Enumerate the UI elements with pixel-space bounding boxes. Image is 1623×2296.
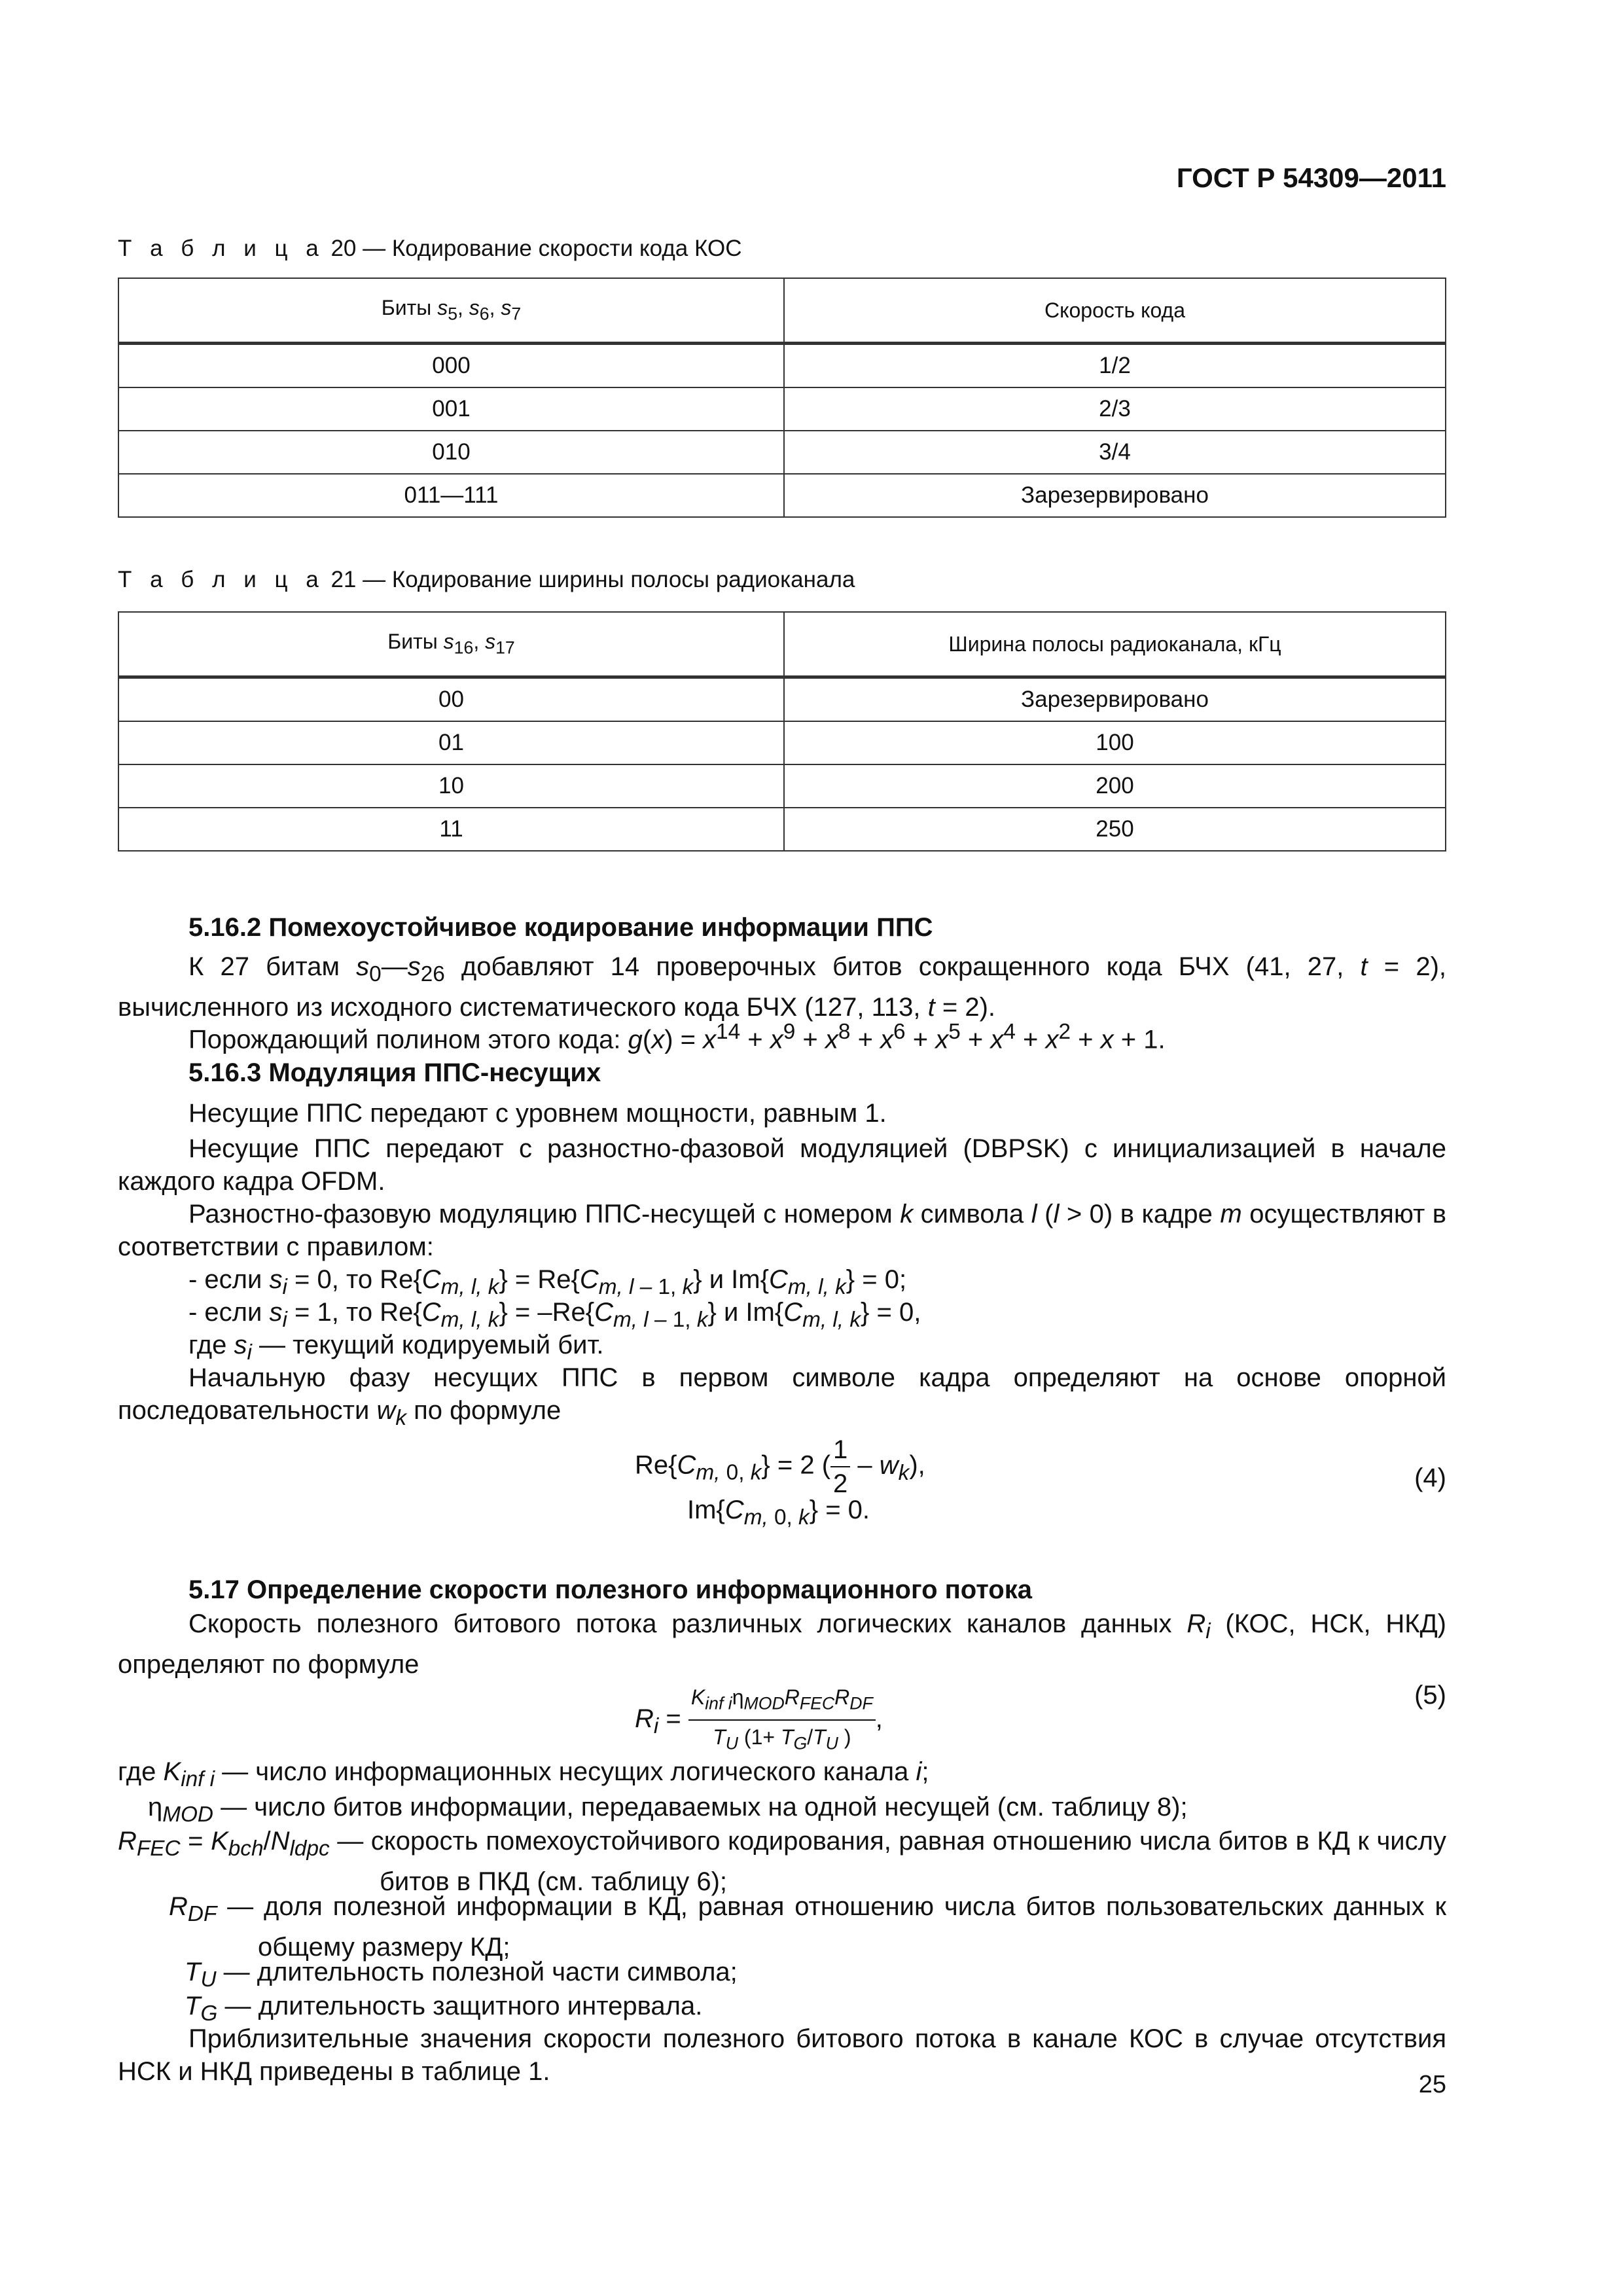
table-cell: 011—111 — [118, 474, 784, 517]
section-5-16-3-paragraph-4: Начальную фазу несущих ППС в первом символе кадра определяют на основе опорной последовательности $w_k$ по формуле — [118, 1363, 1446, 1430]
section-5-16-3-paragraph-2: Несущие ППС передают с разностно-фазовой модуляцией (DBPSK) с инициализацией в начале каждого кадра OFDM. — [118, 1134, 1446, 1196]
formula-5-number: (5) — [1414, 1681, 1446, 1710]
table20-header-row — [118, 278, 1446, 344]
table-cell: Зарезервировано — [784, 677, 1446, 722]
definition-tg: $T_G$ — длительность защитного интервала. — [185, 1992, 703, 2026]
table-21 — [118, 611, 1446, 852]
table-row — [118, 677, 1446, 722]
table-cell: 010 — [118, 431, 784, 474]
table-cell: 200 — [784, 764, 1446, 808]
table-row — [118, 344, 1446, 388]
definition-rdf: $R_{DF}$ — доля полезной информации в КД, равная отношению числа битов пользовательских данных к общему размеру КД; — [169, 1892, 1446, 1962]
table-cell: 250 — [784, 808, 1446, 851]
standard-header: ГОСТ Р 54309—2011 — [1176, 162, 1446, 193]
rule-bullet-2: - если $s_i = 1$, то $Re\{C_{m, l, k}\} = -Re\{C_{m, l - 1, k}\}$ и $Im\{C_{m, l, k}\} = 0$, — [188, 1298, 921, 1332]
table21-caption-word: Т а б л и ц а — [118, 567, 325, 592]
table21-col1-header: Биты $s_{16}$, $s_{17}$ — [118, 612, 784, 677]
table-row — [118, 808, 1446, 851]
table20-caption-text: 20 — Кодирование скорости кода КОС — [330, 236, 742, 261]
table20-col1-header: Биты $s_5$, $s_6$, $s_7$ — [118, 278, 784, 344]
section-5-16-3-paragraph-1: Несущие ППС передают с уровнем мощности, равным 1. — [188, 1099, 887, 1128]
table-row — [118, 721, 1446, 764]
table-cell: 11 — [118, 808, 784, 851]
table-20 — [118, 278, 1446, 518]
table-cell: 3/4 — [784, 431, 1446, 474]
definition-kinf: где $K_{inf i}$ — число информационных несущих логического канала i; — [118, 1757, 929, 1791]
section-5-16-2-paragraph-2: Порождающий полином этого кода: $g(x) = x^{14} + x^9 + x^8 + x^6 + x^5 + x^4 + x^2 + x + 1$. — [188, 1020, 1166, 1054]
table20-caption — [118, 236, 742, 262]
section-5-16-3-title: 5.16.3 Модуляция ППС-несущих — [188, 1058, 601, 1087]
section-5-16-2-paragraph-1: К 27 битам $s_0—s_{26}$ добавляют 14 проверочных битов сокращенного кода БЧХ (41, 27, t = 2), вычисленного из исходного систематического кода БЧХ (127, 113, t = 2). — [118, 952, 1447, 1022]
formula-4-line-1: $Re\{C_{m, 0, k}\} = 2$ ( $\frac{1}{2}$ – $w_k$), — [635, 1433, 1158, 1500]
table-cell: 1/2 — [784, 344, 1446, 388]
table21-col2-header: Ширина полосы радиоканала, кГц — [784, 612, 1446, 677]
formula-4-line-2: $Im\{C_{m, 0, k}\} = 0$. — [687, 1496, 870, 1530]
section-5-17-paragraph-1: Скорость полезного битового потока различных логических каналов данных $R_i$ (КОС, НСК, НКД) определяют по формуле — [118, 1609, 1446, 1679]
table-row — [118, 431, 1446, 474]
table-cell: 100 — [784, 721, 1446, 764]
table-cell: 2/3 — [784, 387, 1446, 431]
table21-caption — [118, 567, 855, 593]
document-page — [118, 0, 1446, 2296]
table21-caption-text: 21 — Кодирование ширины полосы радиоканала — [330, 567, 855, 592]
table-cell: 001 — [118, 387, 784, 431]
formula-4-number: (4) — [1414, 1463, 1446, 1492]
table-cell: Зарезервировано — [784, 474, 1446, 517]
definition-rfec: $R_{FEC} = K_{bch}/N_{ldpc}$ — скорость помехоустойчивого кодирования, равная отношению числа битов в КД к числу битов в ПКД (см. таблицу 6); — [118, 1827, 1446, 1896]
table-cell: 00 — [118, 677, 784, 722]
definition-tu: $T_U$ — длительность полезной части символа; — [185, 1958, 738, 1992]
table-cell: 000 — [118, 344, 784, 388]
rule-bullet-1: - если $s_i = 0$, то $Re\{C_{m, l, k}\} = Re\{C_{m, l - 1, k}\}$ и $Im\{C_{m, l, k}\} = 0$; — [188, 1265, 907, 1299]
table-cell: 01 — [118, 721, 784, 764]
definition-eta-mod: $\eta_{MOD}$ — число битов информации, передаваемых на одной несущей (см. таблицу 8); — [148, 1793, 1188, 1827]
table-cell: 10 — [118, 764, 784, 808]
table-row — [118, 474, 1446, 517]
table21-header-row — [118, 612, 1446, 677]
table20-caption-word: Т а б л и ц а — [118, 236, 325, 261]
table20-col2-header: Скорость кода — [784, 278, 1446, 344]
section-5-17-title: 5.17 Определение скорости полезного информационного потока — [188, 1575, 1033, 1604]
section-5-16-3-paragraph-3: Разностно-фазовую модуляцию ППС-несущей с номером k символа l (l > 0) в кадре m осуществляют в соответствии с правилом: — [118, 1200, 1447, 1261]
rule-bullet-3: где $s_i$ — текущий кодируемый бит. — [188, 1331, 604, 1365]
section-5-17-paragraph-2: Приблизительные значения скорости полезного битового потока в канале КОС в случае отсутствия НСК и НКД приведены в таблице 1. — [118, 2024, 1446, 2086]
section-5-16-2-title: 5.16.2 Помехоустойчивое кодирование информации ППС — [188, 913, 933, 942]
table-row — [118, 764, 1446, 808]
table-row — [118, 387, 1446, 431]
page-number: 25 — [1418, 2071, 1446, 2098]
formula-5: $R_i$ = $\frac{K_{inf i}\eta_{MOD}R_{FEC}R_{DF}}{T_U (1+ T_G/T_U )}$ , — [635, 1681, 1158, 1760]
